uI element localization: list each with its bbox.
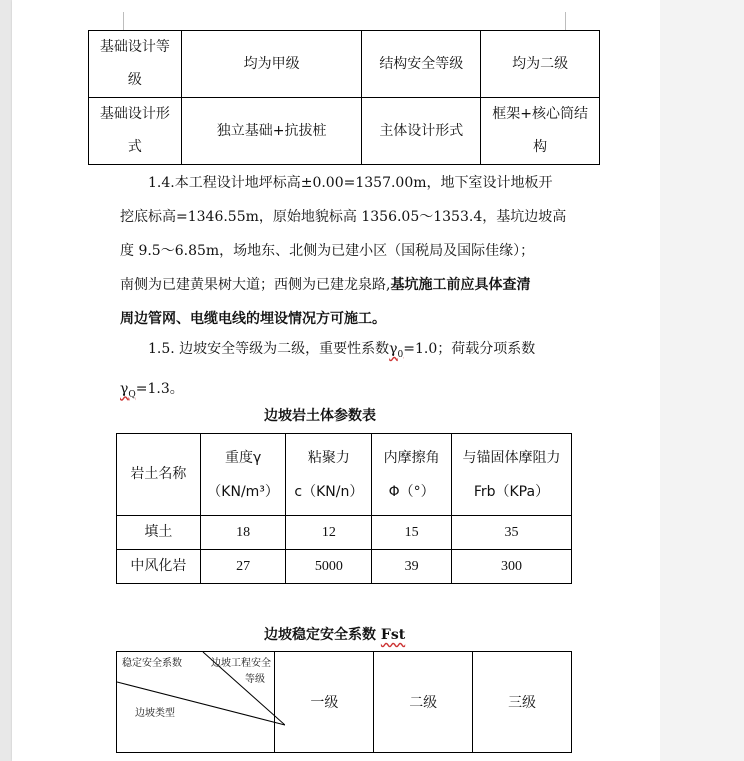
caption-text: Fst (380, 627, 406, 643)
caption-text: 边坡稳定安全系数 (264, 627, 381, 643)
slope-soil-params-table (116, 433, 572, 584)
text-line (120, 302, 572, 336)
table-cell: 39 (372, 550, 452, 584)
table-cell: 35 (451, 516, 571, 550)
header-cell (200, 434, 286, 516)
subscript: Q (128, 389, 136, 400)
table-cell: 均为甲级 (181, 31, 362, 98)
header-cell: 岩土名称 (117, 434, 201, 516)
header-cell: 二级 (374, 652, 473, 753)
header-cell: 一级 (275, 652, 374, 753)
cell-text: 式 (127, 139, 142, 155)
diag-label-top-right-2: 等级 (245, 674, 265, 685)
text-line: 挖底标高=1346.55m，原始地貌标高 1356.05～1353.4，基坑边坡高 (120, 209, 567, 225)
text-line (120, 268, 572, 302)
table-header-row (117, 434, 572, 516)
table-row (117, 550, 572, 584)
bold-text: 基坑施工前应具体查清 (390, 277, 531, 293)
table-cell: 填土 (117, 516, 201, 550)
table-row (117, 516, 572, 550)
text-span: =1.0；荷载分项系数 (403, 341, 536, 357)
text-span: γ (120, 380, 129, 397)
header-cell (451, 434, 571, 516)
cell-text: c（KN/n） (294, 483, 364, 500)
diag-label-top-left: 稳定安全系数 (122, 658, 182, 669)
margin-mark-right (565, 12, 566, 30)
cell-text: Frb（KPa） (473, 483, 550, 500)
table-cell: 均为二级 (481, 31, 600, 98)
cell-text: 与锚固体摩阻力 (462, 449, 561, 466)
table-cell: 5000 (286, 550, 372, 584)
table-caption: 边坡岩土体参数表 (264, 408, 376, 424)
diag-label-bottom-left: 边坡类型 (135, 708, 175, 719)
subscript: 0 (397, 349, 404, 360)
table-row (89, 98, 600, 165)
table-cell (89, 31, 182, 98)
gamma-symbol (389, 341, 404, 360)
table-cell: 300 (451, 550, 571, 584)
text-line (120, 332, 572, 372)
cell-text: 框架+核心筒结 (492, 106, 588, 122)
text-line: 度 9.5～6.85m，场地东、北侧为已建小区（国税局及国际佳缘）； (120, 243, 535, 259)
cell-text: 内摩擦角 (383, 449, 440, 466)
cell-text: （KN/m³） (207, 483, 279, 500)
cell-text: 基础设计等 (99, 39, 170, 55)
table-cell: 15 (372, 516, 452, 550)
text-span: =1.3。 (135, 380, 184, 397)
diag-label-top-right-1: 边坡工程安全 (211, 658, 271, 669)
margin-mark-left (123, 12, 124, 30)
table-header-row (117, 652, 572, 753)
table-cell: 27 (200, 550, 286, 584)
paragraph-1-5 (120, 332, 572, 412)
gamma-symbol (120, 380, 136, 400)
table-cell: 主体设计形式 (362, 98, 481, 165)
text-span: 南侧为已建黄果树大道；西侧为已建龙泉路, (120, 277, 391, 293)
table-cell (89, 98, 182, 165)
cell-text: 粘聚力 (307, 449, 350, 466)
table-cell: 中风化岩 (117, 550, 201, 584)
cell-text: Φ（°） (388, 483, 435, 500)
cell-text: 基础设计形 (99, 106, 170, 122)
header-cell (286, 434, 372, 516)
right-margin-area (660, 0, 744, 761)
table-cell (481, 98, 600, 165)
cell-text: 级 (127, 72, 142, 88)
text-span: 1.5. 边坡安全等级为二级，重要性系数 (148, 341, 390, 357)
table-cell: 18 (200, 516, 286, 550)
table-cell: 独立基础+抗拔桩 (181, 98, 362, 165)
text-span: γ (389, 341, 398, 357)
paragraph-1-4 (120, 166, 572, 336)
header-cell: 三级 (473, 652, 572, 753)
header-cell (372, 434, 452, 516)
bold-text: 周边管网、电缆电线的埋设情况方可施工。 (120, 311, 386, 327)
cell-text: 构 (533, 139, 548, 155)
diagonal-header-cell (117, 652, 275, 753)
table-caption (264, 624, 405, 644)
text-line: 1.4.本工程设计地坪标高±0.00=1357.00m，地下室设计地板开 (148, 175, 553, 191)
table-row (89, 31, 600, 98)
cell-text: 重度γ (224, 449, 262, 466)
slope-safety-factor-table (116, 651, 572, 753)
foundation-design-table (88, 30, 600, 165)
table-cell: 12 (286, 516, 372, 550)
table-cell: 结构安全等级 (362, 31, 481, 98)
